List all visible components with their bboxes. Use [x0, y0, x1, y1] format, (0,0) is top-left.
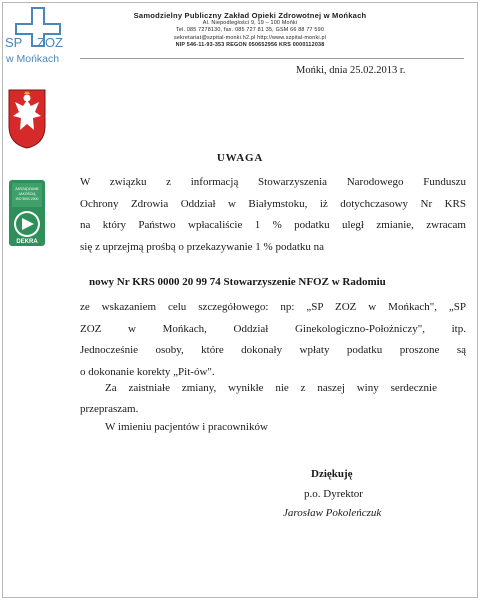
- paragraph-line: Ochrony Zdrowia Oddział w Białymstoku, iż dotychczasowy Nr KRS: [80, 197, 466, 210]
- paragraph-line: Za zaistniałe zmiany, wynikłe nie z naszej winy serdecznie: [105, 382, 437, 394]
- paragraph-3: [105, 378, 437, 400]
- paragraph-2: [80, 297, 466, 383]
- letter-title: UWAGA: [216, 152, 264, 164]
- institution-address: Al. Niepodległości 9, 19 – 100 Mońki: [202, 20, 298, 26]
- logo-text-location: w Mońkach: [6, 53, 60, 65]
- signature-role: p.o. Dyrektor: [304, 488, 363, 500]
- svg-text:ISO 9001:2000: ISO 9001:2000: [15, 197, 39, 201]
- paragraph-4: W imieniu pacjentów i pracowników: [105, 421, 268, 433]
- new-krs-number: nowy Nr KRS 0000 20 99 74 Stowarzyszenie NFOZ w Radomiu: [89, 276, 386, 288]
- paragraph-line: na który Państwo wpłacaliście 1 % podatku uległ zmianie, zwracam: [80, 219, 466, 232]
- signature-thanks: Dziękuję: [311, 468, 353, 480]
- dekra-label: DEKRA: [16, 239, 38, 245]
- dekra-iso-badge: [9, 180, 45, 246]
- signature-name: Jarosław Pokoleńczuk: [283, 507, 382, 519]
- institution-name: Samodzielny Publiczny Zakład Opieki Zdrowotnej w Mońkach: [133, 11, 367, 20]
- logo-text-zoz: ZOZ: [37, 35, 63, 50]
- paragraph-line: ZOZ w Mońkach, Oddział Ginekologiczno-Położniczy", itp.: [80, 322, 466, 335]
- paragraph-1: [80, 172, 466, 258]
- paragraph-line: W związku z informacją Stowarzyszenia Narodowego Funduszu: [80, 176, 466, 188]
- header-divider: [80, 58, 464, 59]
- paragraph-line: o dokonanie korekty „Pit-ów".: [80, 365, 215, 378]
- paragraph-3-end: [80, 399, 466, 421]
- paragraph-line: przepraszam.: [80, 403, 139, 415]
- svg-text:JAKOŚCIĄ: JAKOŚCIĄ: [18, 192, 36, 196]
- paragraph-line: Jednocześnie osoby, które dokonały wpłaty podatku proszone są: [80, 344, 466, 357]
- institution-contact: sekretariat@szpital-monki.h2.pl http://www.szpital-monki.pl: [173, 34, 327, 41]
- coat-of-arms-icon: [7, 86, 47, 150]
- paragraph-line: się z uprzejmą prośbą o przekazywanie 1 % podatku na: [80, 240, 325, 253]
- institution-phones: Tel. 085 7278130, fax. 085 727 81 35, GSM 66 88 77 590: [175, 27, 325, 34]
- logo-text-sp: SP: [5, 35, 23, 50]
- letter-date: Mońki, dnia 25.02.2013 r.: [296, 65, 406, 76]
- paragraph-line: ze wskazaniem celu szczegółowego: np: „SP ZOZ w Mońkach", „SP: [80, 301, 466, 313]
- svg-text:ZARZĄDZANIE: ZARZĄDZANIE: [15, 187, 39, 191]
- letterhead: [100, 11, 400, 50]
- institution-ids: NIP 546-11-93-353 REGON 050652956 KRS 0000112038: [175, 42, 325, 49]
- sp-zoz-logo: [4, 6, 70, 68]
